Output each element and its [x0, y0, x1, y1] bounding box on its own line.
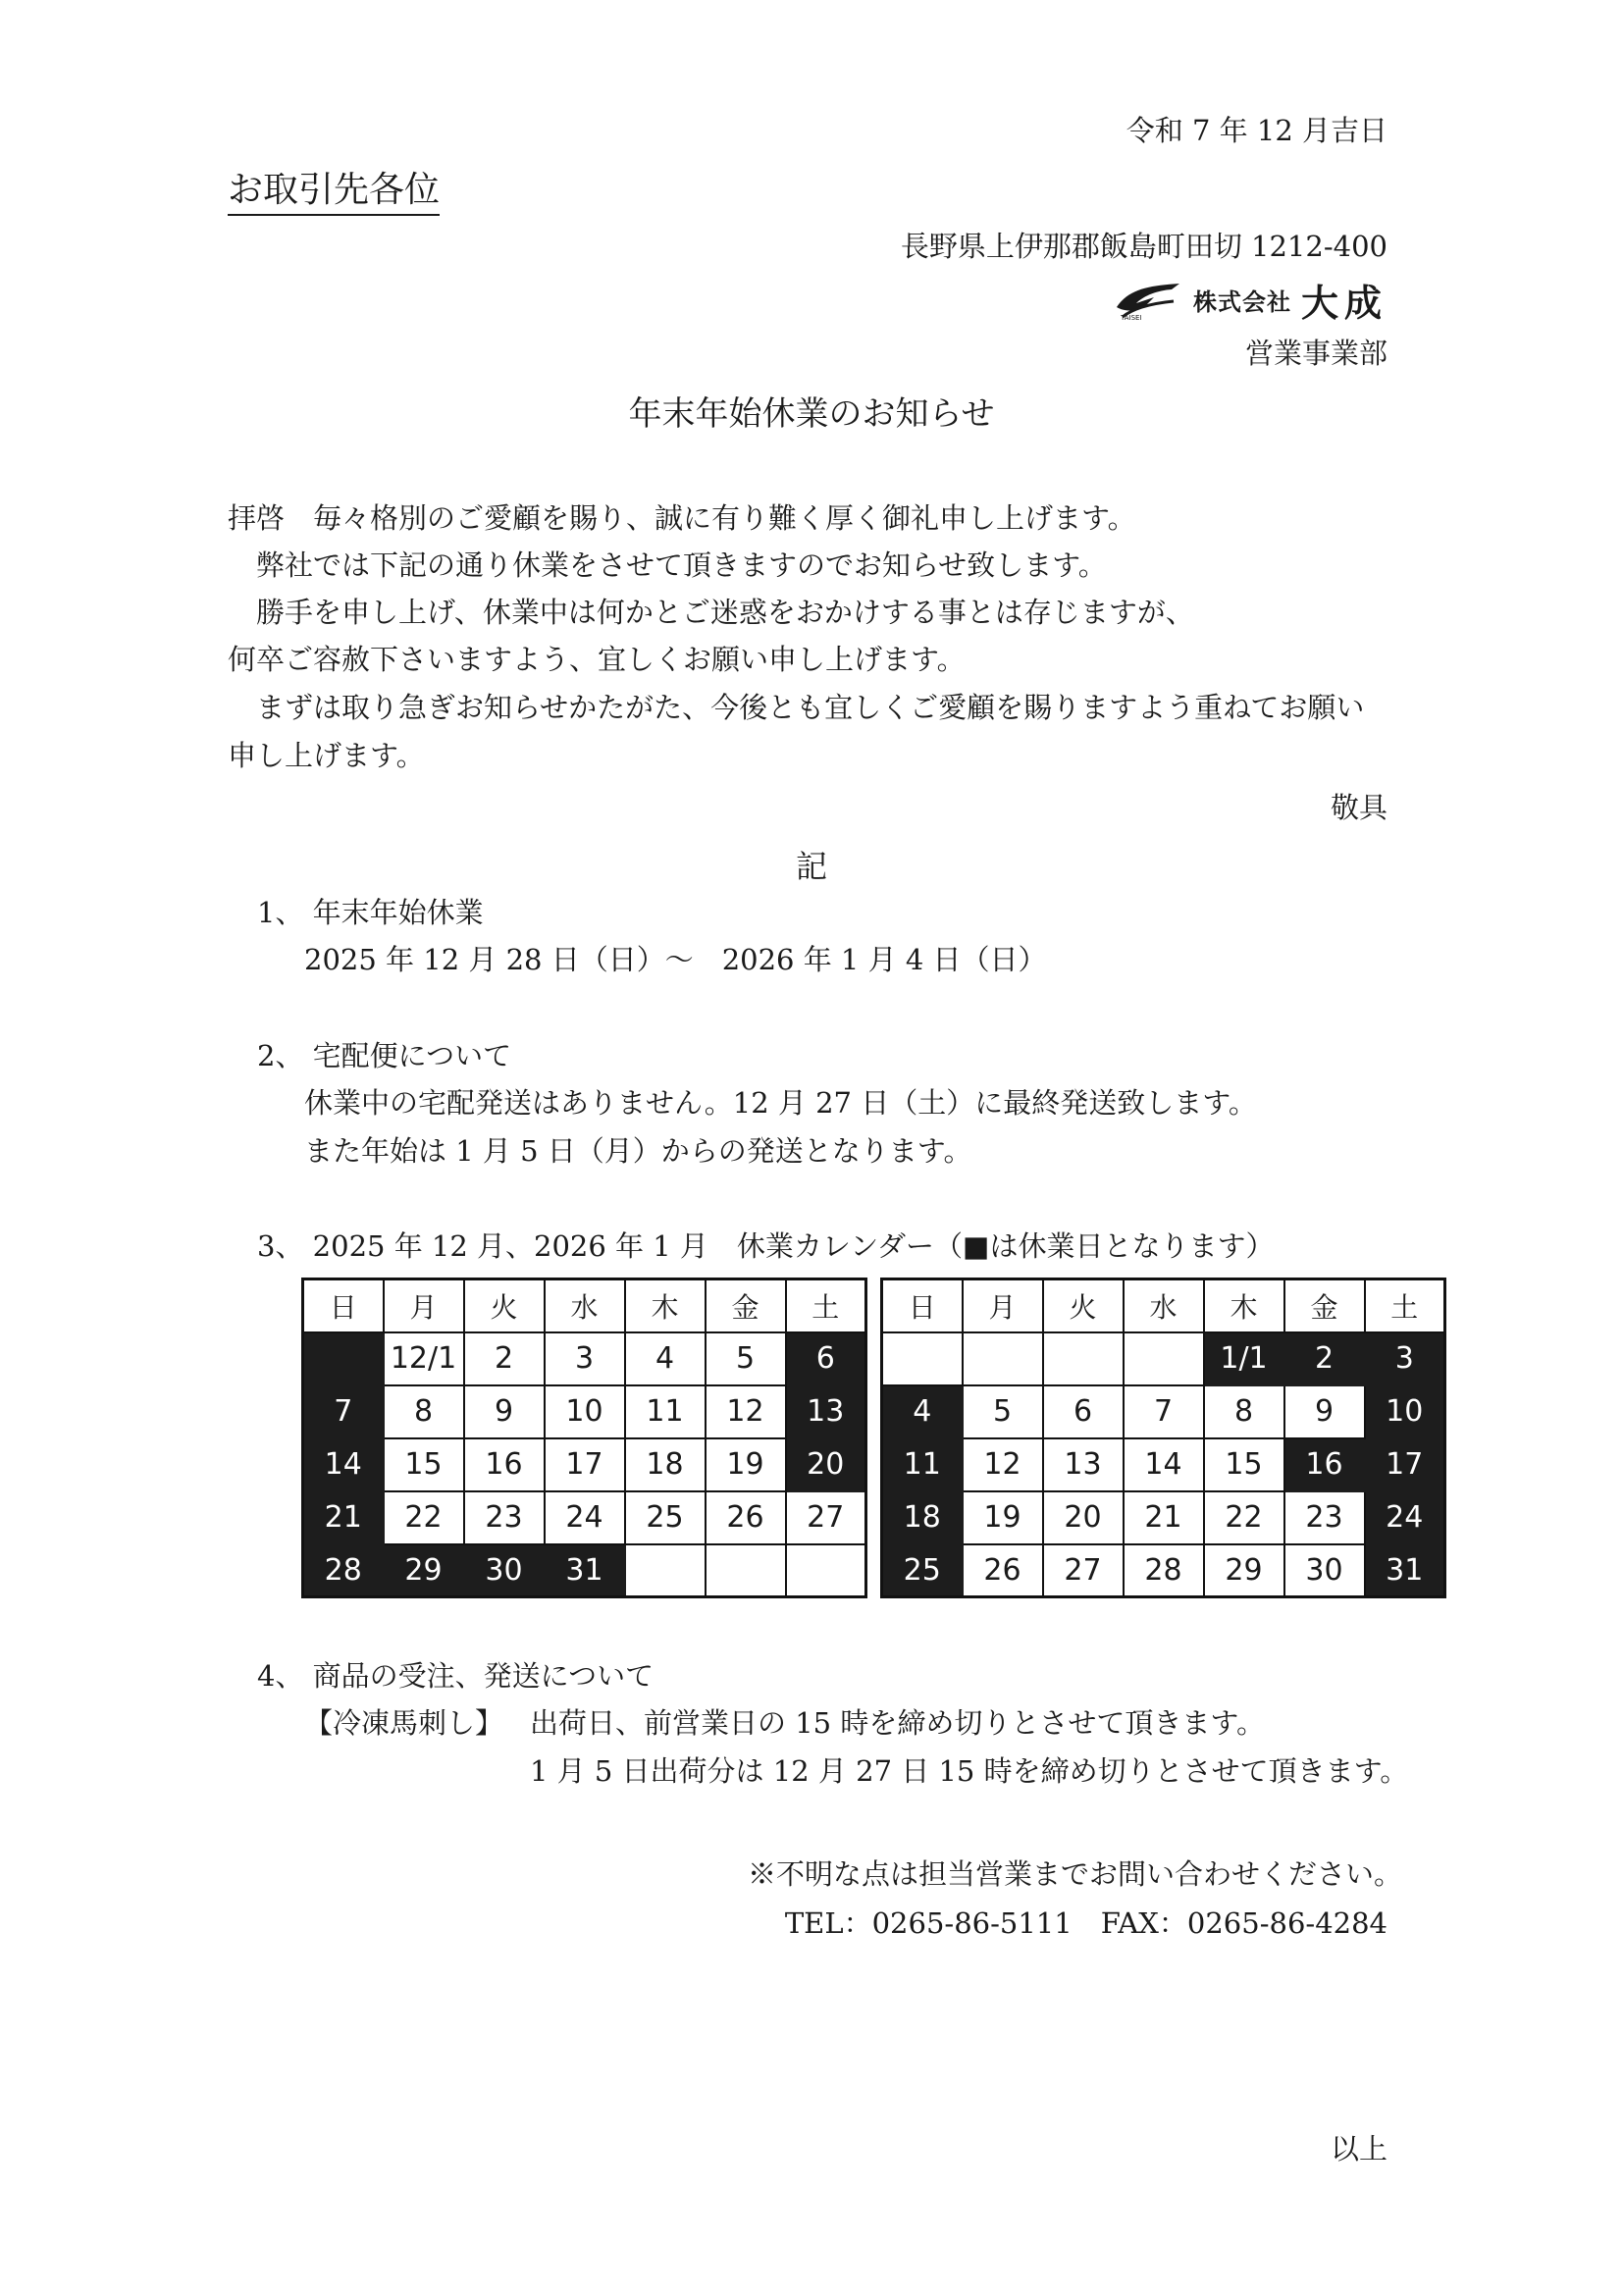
- calendar-day-open: 27: [1043, 1544, 1124, 1597]
- calendar-day-open: 21: [1124, 1491, 1204, 1544]
- calendar-day-closed: 13: [786, 1385, 866, 1438]
- body-line: まずは取り急ぎお知らせかたがた、今後とも宜しくご愛顧を賜りますよう重ねてお願い: [228, 691, 1365, 724]
- calendar-week-row: [882, 1385, 1445, 1438]
- calendar-day-open: 26: [963, 1544, 1043, 1597]
- body-line: 申し上げます。: [228, 739, 425, 772]
- calendar-day-open: 9: [464, 1385, 545, 1438]
- calendar-day-open: 2: [464, 1332, 545, 1385]
- company-logo-block: [1115, 277, 1387, 325]
- calendar-day-open: 17: [545, 1438, 625, 1491]
- calendar-day-open: [706, 1544, 786, 1597]
- calendar-week-row: [303, 1491, 866, 1544]
- notice-title: 年末年始休業のお知らせ: [628, 394, 995, 434]
- calendar-day-closed: 24: [1365, 1491, 1445, 1544]
- weekday-header: 月: [384, 1279, 464, 1332]
- calendar-week-row: [882, 1491, 1445, 1544]
- calendar-day-open: 5: [706, 1332, 786, 1385]
- calendar-day-open: 23: [1284, 1491, 1365, 1544]
- calendar-day-open: 20: [1043, 1491, 1124, 1544]
- section-4-text: 出荷日、前営業日の 15 時を締め切りとさせて頂きます。: [530, 1706, 1266, 1740]
- calendar-day-closed: 17: [1365, 1438, 1445, 1491]
- calendar-day-open: 11: [625, 1385, 706, 1438]
- calendar-week-row: [882, 1544, 1445, 1597]
- calendar-day-closed: 31: [545, 1544, 625, 1597]
- calendar-day-open: 8: [1204, 1385, 1284, 1438]
- section-2-text: また年始は 1 月 5 日（月）からの発送となります。: [304, 1134, 972, 1168]
- calendar-day-closed: 21: [303, 1491, 384, 1544]
- calendar-december: [301, 1278, 867, 1598]
- calendar-day-closed: 6: [786, 1332, 866, 1385]
- weekday-header: 土: [786, 1279, 866, 1332]
- calendar-day-open: 19: [706, 1438, 786, 1491]
- calendar-day-open: 18: [625, 1438, 706, 1491]
- calendar-day-closed: 14: [303, 1438, 384, 1491]
- calendar-day-open: 25: [625, 1491, 706, 1544]
- calendar-day-open: 12/1: [384, 1332, 464, 1385]
- calendar-day-open: 14: [1124, 1438, 1204, 1491]
- weekday-header: 火: [1043, 1279, 1124, 1332]
- dragon-logo-icon: [1115, 278, 1183, 321]
- weekday-header: 日: [303, 1279, 384, 1332]
- calendar-day-closed: 25: [882, 1544, 963, 1597]
- calendar-day-open: [882, 1332, 963, 1385]
- calendar-day-closed: 4: [882, 1385, 963, 1438]
- calendar-week-row: [303, 1544, 866, 1597]
- company-logo: [1115, 278, 1183, 321]
- calendar-day-open: [963, 1332, 1043, 1385]
- calendar-day-open: 15: [1204, 1438, 1284, 1491]
- inquiry-note: ※不明な点は担当営業までお問い合わせください。: [747, 1857, 1402, 1891]
- calendar-day-open: 12: [963, 1438, 1043, 1491]
- calendar-day-open: 3: [545, 1332, 625, 1385]
- calendar-day-open: [1043, 1332, 1124, 1385]
- calendar-day-closed: 30: [464, 1544, 545, 1597]
- calendar-day-open: 19: [963, 1491, 1043, 1544]
- weekday-header: 金: [706, 1279, 786, 1332]
- calendar-week-row: [303, 1438, 866, 1491]
- section-4-text: 1 月 5 日出荷分は 12 月 27 日 15 時を締め切りとさせて頂きます。: [530, 1754, 1409, 1788]
- weekday-header: 金: [1284, 1279, 1365, 1332]
- weekday-header: 土: [1365, 1279, 1445, 1332]
- weekday-header: 木: [1204, 1279, 1284, 1332]
- calendar-day-closed: 28: [303, 1544, 384, 1597]
- section-4-title: 4、 商品の受注、発送について: [257, 1659, 654, 1693]
- logo-caption: TAISEI: [1120, 314, 1142, 321]
- calendar-day-open: 22: [1204, 1491, 1284, 1544]
- company-name: 大成: [1300, 281, 1387, 325]
- company-prefix: 株式会社: [1192, 287, 1291, 316]
- document-date: 令和 7 年 12 月吉日: [1126, 114, 1387, 147]
- section-4-label: 【冷凍馬刺し】: [304, 1706, 504, 1740]
- calendar-day-closed: 1/1: [1204, 1332, 1284, 1385]
- calendar-day-open: 27: [786, 1491, 866, 1544]
- weekday-header: 木: [625, 1279, 706, 1332]
- department: 営業事業部: [1244, 337, 1387, 370]
- calendar-day-open: 6: [1043, 1385, 1124, 1438]
- body-line: 何卒ご容赦下さいますよう、宜しくお願い申し上げます。: [228, 643, 966, 676]
- section-2-title: 2、 宅配便について: [257, 1039, 512, 1072]
- calendar-week-row: [882, 1438, 1445, 1491]
- calendar-day-open: [786, 1544, 866, 1597]
- calendar-day-open: [1124, 1332, 1204, 1385]
- calendar-day-closed: 20: [786, 1438, 866, 1491]
- calendar-day-closed: 18: [882, 1491, 963, 1544]
- company-address: 長野県上伊那郡飯島町田切 1212-400: [900, 230, 1387, 263]
- calendar-day-open: 4: [625, 1332, 706, 1385]
- section-3-title: 3、 2025 年 12 月、2026 年 1 月 休業カレンダー（■は休業日となります）: [257, 1229, 1275, 1263]
- body-line: 勝手を申し上げ、休業中は何かとご迷惑をおかけする事とは存じますが、: [228, 596, 1194, 629]
- weekday-header: 水: [1124, 1279, 1204, 1332]
- calendar-day-open: 5: [963, 1385, 1043, 1438]
- calendar-day-open: 22: [384, 1491, 464, 1544]
- calendar-day-closed: 31: [1365, 1544, 1445, 1597]
- weekday-header: 水: [545, 1279, 625, 1332]
- calendar-day-closed: 29: [384, 1544, 464, 1597]
- weekday-header: 火: [464, 1279, 545, 1332]
- ki-heading: 記: [795, 848, 827, 885]
- calendar-day-open: 30: [1284, 1544, 1365, 1597]
- calendar-week-row: [303, 1332, 866, 1385]
- calendar-header-row: [303, 1279, 866, 1332]
- calendar-day-closed: 3: [1365, 1332, 1445, 1385]
- calendar-day-open: 15: [384, 1438, 464, 1491]
- body-line: 弊社では下記の通り休業をさせて頂きますのでお知らせ致します。: [228, 548, 1107, 582]
- calendar-day-open: 24: [545, 1491, 625, 1544]
- calendar-day-open: 23: [464, 1491, 545, 1544]
- calendar-day-closed: 7: [303, 1385, 384, 1438]
- calendar-day-open: 28: [1124, 1544, 1204, 1597]
- calendar-day-open: 29: [1204, 1544, 1284, 1597]
- calendar-week-row: [882, 1332, 1445, 1385]
- calendar-day-closed: 10: [1365, 1385, 1445, 1438]
- calendar-week-row: [303, 1385, 866, 1438]
- calendar-day-closed: 16: [1284, 1438, 1365, 1491]
- calendar-day-open: 9: [1284, 1385, 1365, 1438]
- section-1-text: 2025 年 12 月 28 日（日）～ 2026 年 1 月 4 日（日）: [304, 943, 1047, 976]
- calendar-day-open: [625, 1544, 706, 1597]
- calendar-day-open: 12: [706, 1385, 786, 1438]
- weekday-header: 月: [963, 1279, 1043, 1332]
- calendar-day-closed: 2: [1284, 1332, 1365, 1385]
- section-2-text: 休業中の宅配発送はありません。12 月 27 日（土）に最終発送致します。: [304, 1086, 1257, 1120]
- addressee: お取引先各位: [228, 169, 440, 216]
- contact-info: TEL：0265-86-5111 FAX：0265-86-4284: [784, 1906, 1387, 1940]
- calendar-day-open: 10: [545, 1385, 625, 1438]
- calendar-day-open: 7: [1124, 1385, 1204, 1438]
- calendar-day-open: 8: [384, 1385, 464, 1438]
- section-1-title: 1、 年末年始休業: [257, 896, 484, 929]
- calendar-day-closed: [303, 1332, 384, 1385]
- closing-ijo: 以上: [1330, 2132, 1387, 2166]
- calendar-january: [880, 1278, 1446, 1598]
- calendar-day-closed: 11: [882, 1438, 963, 1491]
- calendar-day-open: 26: [706, 1491, 786, 1544]
- calendar-day-open: 16: [464, 1438, 545, 1491]
- calendar-day-open: 13: [1043, 1438, 1124, 1491]
- weekday-header: 日: [882, 1279, 963, 1332]
- closing-keigu: 敬具: [1330, 791, 1387, 824]
- body-line: 拝啓 毎々格別のご愛顧を賜り、誠に有り難く厚く御礼申し上げます。: [228, 501, 1136, 535]
- calendar-header-row: [882, 1279, 1445, 1332]
